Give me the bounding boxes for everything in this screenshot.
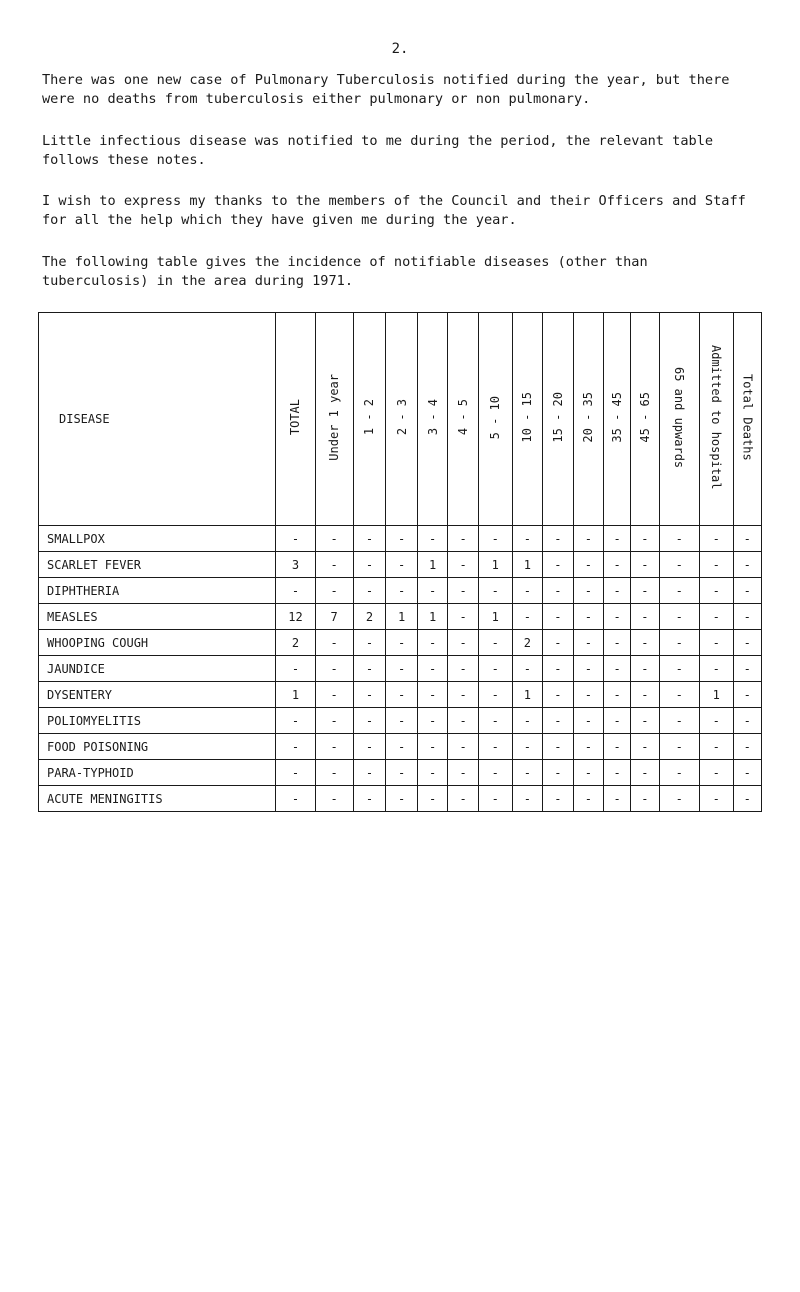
disease-name-cell: SCARLET FEVER bbox=[39, 552, 276, 578]
table-cell: - bbox=[573, 578, 603, 604]
table-cell: - bbox=[543, 786, 573, 812]
table-cell: - bbox=[604, 578, 631, 604]
table-cell: - bbox=[659, 708, 699, 734]
table-cell: - bbox=[315, 656, 353, 682]
table-cell: - bbox=[543, 526, 573, 552]
table-cell: - bbox=[631, 552, 659, 578]
table-cell: - bbox=[543, 552, 573, 578]
table-cell: - bbox=[543, 604, 573, 630]
table-cell: - bbox=[315, 552, 353, 578]
column-header-label: Under 1 year bbox=[327, 374, 342, 461]
table-cell: - bbox=[543, 734, 573, 760]
table-cell: 3 bbox=[276, 552, 315, 578]
table-row bbox=[39, 734, 762, 760]
table-cell: 2 bbox=[353, 604, 386, 630]
table-cell: - bbox=[512, 604, 542, 630]
table-header-row bbox=[39, 313, 762, 526]
table-cell: - bbox=[631, 708, 659, 734]
table-cell: - bbox=[733, 604, 761, 630]
column-header bbox=[543, 313, 573, 526]
column-header bbox=[353, 313, 386, 526]
table-cell: - bbox=[631, 526, 659, 552]
table-cell: - bbox=[573, 656, 603, 682]
disease-name-cell: DYSENTERY bbox=[39, 682, 276, 708]
table-cell: - bbox=[353, 630, 386, 656]
table-cell: - bbox=[353, 786, 386, 812]
table-cell: - bbox=[573, 786, 603, 812]
table-body bbox=[39, 526, 762, 812]
paragraph-thanks: I wish to express my thanks to the members of the Council and their Officers and Staff for all the help which they have given me during the year. bbox=[42, 193, 746, 228]
table-cell: - bbox=[276, 578, 315, 604]
column-header-label: 3 - 4 bbox=[425, 399, 440, 436]
table-cell: - bbox=[631, 682, 659, 708]
disease-name-cell: DIPHTHERIA bbox=[39, 578, 276, 604]
table-row bbox=[39, 578, 762, 604]
table-cell: 1 bbox=[699, 682, 733, 708]
table-cell: - bbox=[733, 552, 761, 578]
table-row bbox=[39, 552, 762, 578]
table-cell: - bbox=[353, 526, 386, 552]
table-cell: - bbox=[386, 734, 418, 760]
table-cell: - bbox=[699, 526, 733, 552]
table-cell: - bbox=[512, 578, 542, 604]
table-cell: - bbox=[386, 526, 418, 552]
table-cell: - bbox=[353, 682, 386, 708]
disease-name-cell: PARA-TYPHOID bbox=[39, 760, 276, 786]
table-cell: 2 bbox=[276, 630, 315, 656]
table-cell: - bbox=[604, 552, 631, 578]
table-cell: - bbox=[478, 760, 512, 786]
disease-name-cell: JAUNDICE bbox=[39, 656, 276, 682]
table-cell: - bbox=[315, 682, 353, 708]
table-cell: - bbox=[733, 708, 761, 734]
table-cell: - bbox=[417, 760, 447, 786]
table-cell: - bbox=[543, 708, 573, 734]
table-cell: - bbox=[512, 526, 542, 552]
table-cell: - bbox=[604, 708, 631, 734]
table-cell: 1 bbox=[512, 682, 542, 708]
table-cell: - bbox=[604, 760, 631, 786]
table-cell: 12 bbox=[276, 604, 315, 630]
table-cell: - bbox=[573, 552, 603, 578]
table-cell: - bbox=[417, 734, 447, 760]
table-cell: - bbox=[733, 760, 761, 786]
table-cell: - bbox=[659, 578, 699, 604]
disease-name-cell: FOOD POISONING bbox=[39, 734, 276, 760]
table-cell: - bbox=[659, 526, 699, 552]
table-cell: - bbox=[604, 656, 631, 682]
table-cell: - bbox=[699, 604, 733, 630]
notifiable-diseases-table bbox=[38, 312, 762, 812]
column-header bbox=[699, 313, 733, 526]
table-cell: - bbox=[512, 786, 542, 812]
table-cell: - bbox=[417, 786, 447, 812]
table-cell: - bbox=[315, 630, 353, 656]
table-cell: - bbox=[543, 760, 573, 786]
table-cell: - bbox=[512, 708, 542, 734]
table-cell: - bbox=[353, 708, 386, 734]
table-cell: - bbox=[448, 630, 478, 656]
table-cell: - bbox=[448, 760, 478, 786]
table-cell: - bbox=[386, 682, 418, 708]
column-header bbox=[631, 313, 659, 526]
table-cell: - bbox=[478, 786, 512, 812]
disease-name-cell: MEASLES bbox=[39, 604, 276, 630]
disease-name-cell: SMALLPOX bbox=[39, 526, 276, 552]
column-header-label: 45 - 65 bbox=[637, 392, 652, 443]
table-cell: - bbox=[659, 552, 699, 578]
table-cell: - bbox=[315, 526, 353, 552]
table-cell: - bbox=[417, 526, 447, 552]
table-row bbox=[39, 708, 762, 734]
table-row bbox=[39, 630, 762, 656]
table-cell: - bbox=[604, 526, 631, 552]
column-header-label: 2 - 3 bbox=[394, 399, 409, 436]
table-cell: - bbox=[386, 552, 418, 578]
table-cell: - bbox=[417, 656, 447, 682]
table-cell: - bbox=[448, 708, 478, 734]
table-cell: 2 bbox=[512, 630, 542, 656]
table-cell: - bbox=[631, 656, 659, 682]
table-cell: - bbox=[353, 552, 386, 578]
disease-name-cell: ACUTE MENINGITIS bbox=[39, 786, 276, 812]
table-cell: 1 bbox=[386, 604, 418, 630]
table-cell: - bbox=[573, 708, 603, 734]
column-header bbox=[417, 313, 447, 526]
table-cell: - bbox=[315, 786, 353, 812]
column-header bbox=[386, 313, 418, 526]
table-row bbox=[39, 760, 762, 786]
table-cell: - bbox=[631, 786, 659, 812]
table-cell: - bbox=[448, 682, 478, 708]
table-cell: - bbox=[543, 656, 573, 682]
table-cell: - bbox=[276, 760, 315, 786]
table-cell: - bbox=[353, 578, 386, 604]
table-cell: - bbox=[353, 734, 386, 760]
table-cell: 7 bbox=[315, 604, 353, 630]
paragraph-tuberculosis: There was one new case of Pulmonary Tuberculosis notified during the year, but there were no deaths from tuberculosis either pulmonary or non pulmonary. bbox=[42, 72, 730, 107]
table-cell: - bbox=[276, 786, 315, 812]
column-header-label: 10 - 15 bbox=[520, 392, 535, 443]
table-cell: - bbox=[733, 786, 761, 812]
table-cell: - bbox=[478, 682, 512, 708]
column-header-label: 5 - 10 bbox=[488, 395, 503, 440]
table-cell: - bbox=[733, 578, 761, 604]
column-header bbox=[604, 313, 631, 526]
table-cell: - bbox=[573, 760, 603, 786]
table-cell: - bbox=[448, 604, 478, 630]
table-cell: - bbox=[733, 734, 761, 760]
table-cell: - bbox=[573, 734, 603, 760]
table-cell: - bbox=[386, 578, 418, 604]
column-header bbox=[512, 313, 542, 526]
table-cell: - bbox=[699, 552, 733, 578]
table-cell: - bbox=[276, 708, 315, 734]
table-cell: - bbox=[659, 786, 699, 812]
table-cell: 1 bbox=[478, 604, 512, 630]
table-cell: - bbox=[573, 630, 603, 656]
disease-name-cell: WHOOPING COUGH bbox=[39, 630, 276, 656]
column-header-label: Admitted to hospital bbox=[709, 345, 724, 490]
table-cell: - bbox=[543, 682, 573, 708]
table-cell: - bbox=[733, 630, 761, 656]
table-cell: - bbox=[659, 656, 699, 682]
column-header bbox=[478, 313, 512, 526]
table-row bbox=[39, 656, 762, 682]
column-header bbox=[733, 313, 761, 526]
table-cell: 1 bbox=[276, 682, 315, 708]
table-cell: - bbox=[699, 656, 733, 682]
table-cell: - bbox=[659, 604, 699, 630]
table-cell: - bbox=[448, 578, 478, 604]
table-cell: - bbox=[478, 734, 512, 760]
column-header-label: 4 - 5 bbox=[456, 399, 471, 436]
column-header-disease: DISEASE bbox=[39, 313, 276, 526]
table-cell: - bbox=[512, 656, 542, 682]
table-cell: - bbox=[386, 760, 418, 786]
table-row bbox=[39, 682, 762, 708]
table-cell: - bbox=[543, 578, 573, 604]
column-header bbox=[276, 313, 315, 526]
column-header-label: 20 - 35 bbox=[581, 392, 596, 443]
column-header-label: 65 and upwards bbox=[672, 366, 687, 469]
table-cell: - bbox=[659, 734, 699, 760]
table-cell: - bbox=[276, 734, 315, 760]
table-cell: - bbox=[448, 526, 478, 552]
table-cell: - bbox=[315, 578, 353, 604]
table-row bbox=[39, 526, 762, 552]
column-header-label: 1 - 2 bbox=[362, 399, 377, 436]
table-cell: - bbox=[386, 630, 418, 656]
table-cell: - bbox=[417, 578, 447, 604]
table-cell: - bbox=[448, 656, 478, 682]
table-cell: - bbox=[631, 578, 659, 604]
table-row bbox=[39, 604, 762, 630]
column-header bbox=[573, 313, 603, 526]
table-cell: - bbox=[573, 526, 603, 552]
table-cell: - bbox=[699, 760, 733, 786]
column-header-label: 15 - 20 bbox=[550, 392, 565, 443]
table-cell: - bbox=[659, 760, 699, 786]
table-cell: - bbox=[573, 604, 603, 630]
table-cell: - bbox=[315, 760, 353, 786]
table-cell: 1 bbox=[478, 552, 512, 578]
column-header-label: Total Deaths bbox=[740, 374, 755, 461]
table-cell: - bbox=[448, 734, 478, 760]
table-cell: - bbox=[386, 708, 418, 734]
notifiable-diseases-table-wrapper bbox=[38, 312, 762, 812]
table-cell: - bbox=[478, 656, 512, 682]
table-row bbox=[39, 786, 762, 812]
table-cell: - bbox=[733, 526, 761, 552]
column-header bbox=[659, 313, 699, 526]
table-cell: - bbox=[417, 708, 447, 734]
table-cell: - bbox=[417, 682, 447, 708]
table-cell: - bbox=[315, 734, 353, 760]
table-cell: - bbox=[448, 786, 478, 812]
column-header bbox=[448, 313, 478, 526]
table-cell: - bbox=[631, 760, 659, 786]
table-cell: - bbox=[315, 708, 353, 734]
column-header-label: TOTAL bbox=[288, 399, 303, 436]
table-cell: - bbox=[353, 656, 386, 682]
table-cell: - bbox=[417, 630, 447, 656]
table-cell: - bbox=[512, 760, 542, 786]
disease-name-cell: POLIOMYELITIS bbox=[39, 708, 276, 734]
table-cell: - bbox=[386, 786, 418, 812]
table-cell: - bbox=[573, 682, 603, 708]
table-cell: - bbox=[604, 604, 631, 630]
table-cell: - bbox=[276, 526, 315, 552]
table-cell: - bbox=[631, 630, 659, 656]
table-cell: - bbox=[276, 656, 315, 682]
table-cell: - bbox=[604, 682, 631, 708]
table-cell: - bbox=[478, 630, 512, 656]
table-cell: - bbox=[478, 708, 512, 734]
table-cell: - bbox=[733, 682, 761, 708]
table-cell: - bbox=[699, 708, 733, 734]
paragraph-infectious-disease: Little infectious disease was notified to me during the period, the relevant table follows these notes. bbox=[42, 133, 714, 168]
table-cell: - bbox=[699, 630, 733, 656]
table-cell: 1 bbox=[417, 604, 447, 630]
table-cell: - bbox=[604, 734, 631, 760]
column-header-label: 35 - 45 bbox=[610, 392, 625, 443]
table-cell: - bbox=[733, 656, 761, 682]
table-cell: - bbox=[386, 656, 418, 682]
table-cell: - bbox=[478, 526, 512, 552]
table-cell: - bbox=[631, 734, 659, 760]
table-cell: - bbox=[353, 760, 386, 786]
column-header bbox=[315, 313, 353, 526]
table-cell: - bbox=[604, 630, 631, 656]
table-cell: - bbox=[699, 578, 733, 604]
table-cell: - bbox=[699, 786, 733, 812]
table-cell: - bbox=[478, 578, 512, 604]
table-cell: - bbox=[512, 734, 542, 760]
paragraph-table-intro: The following table gives the incidence of notifiable diseases (other than tuberculosis) in the area during 1971. bbox=[42, 254, 648, 289]
table-cell: - bbox=[699, 734, 733, 760]
table-cell: - bbox=[543, 630, 573, 656]
table-cell: - bbox=[631, 604, 659, 630]
page-number: 2. bbox=[391, 41, 409, 57]
table-cell: 1 bbox=[417, 552, 447, 578]
table-cell: - bbox=[659, 682, 699, 708]
table-cell: 1 bbox=[512, 552, 542, 578]
table-cell: - bbox=[448, 552, 478, 578]
table-cell: - bbox=[604, 786, 631, 812]
table-cell: - bbox=[659, 630, 699, 656]
